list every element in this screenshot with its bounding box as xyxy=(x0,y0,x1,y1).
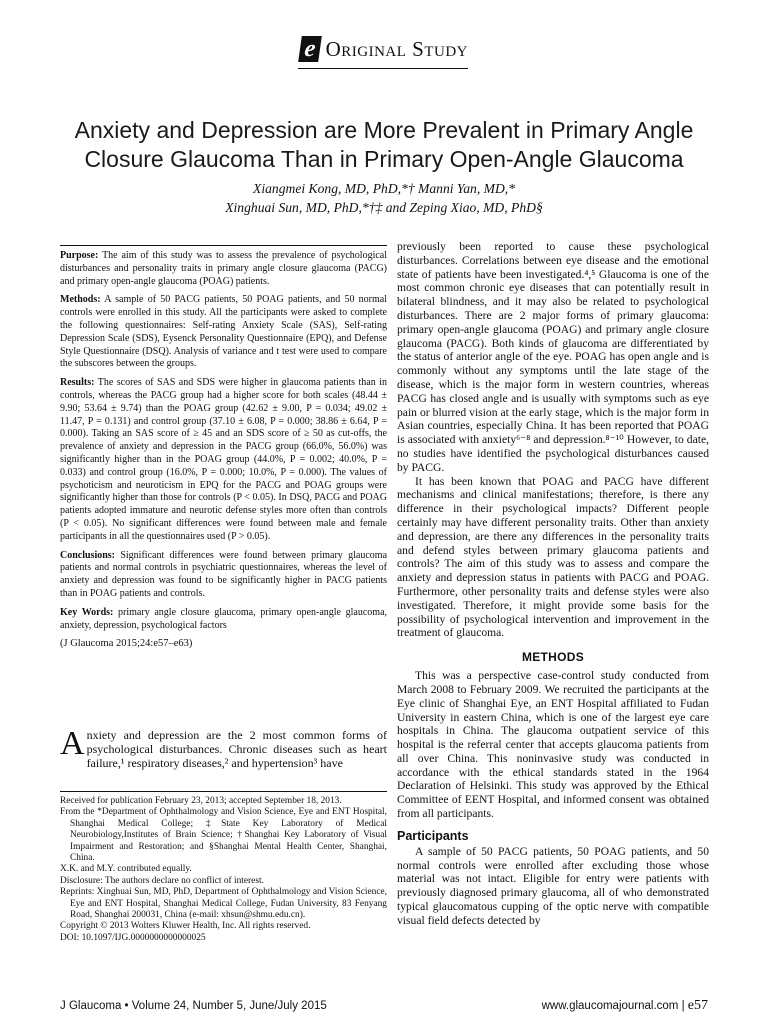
abstract xyxy=(60,250,387,657)
header-rule xyxy=(298,68,468,69)
page-number: e57 xyxy=(687,998,708,1013)
footnote-disclosure: Disclosure: The authors declare no conflict of interest. xyxy=(60,875,264,886)
drop-cap: A xyxy=(60,725,85,762)
journal-e-logo-icon: e xyxy=(298,36,322,62)
journal-website-link[interactable]: www.glaucomajournal.com | xyxy=(541,1000,688,1012)
footnote-copyright: Copyright © 2013 Wolters Kluwer Health, Inc. All rights reserved. xyxy=(60,921,311,932)
journal-footer xyxy=(60,1000,327,1012)
abstract-methods xyxy=(60,294,387,371)
paragraph-participants: A sample of 50 PACG patients, 50 POAG patients, and 50 normal controls were enrolled after excluding those whose material was not intact. Eligible for entry were patients with previously diagnosed primary glaucoma, all of who demonstrated typical glaucomatous cupping of the optic nerve with compatible visual field defects detected by xyxy=(397,844,709,927)
methods-text: A sample of 50 PACG patients, 50 POAG patients, and 50 normal controls were enrolled in this study. All the participants were asked to complete the following questionnaires: Self-rating Anxiety Scale (SAS), Self-rating Depression Scale (SDS), Eysenck Personality Questionnaire (EPQ), and Defense Style Questionnaire (DSQ). Analysis of variance and t test were used to compare the subscores between the groups. xyxy=(60,294,388,370)
body-right-column xyxy=(397,240,709,928)
keywords-text: primary angle closure glaucoma, primary open-angle glaucoma, anxiety, depression, psychological factors xyxy=(60,606,388,631)
page-footer xyxy=(542,998,708,1014)
purpose-label: Purpose: xyxy=(60,250,99,261)
abstract-conclusions xyxy=(60,550,387,601)
section-label: Original Study xyxy=(325,36,468,61)
footnote-affiliations: From the *Department of Ophthalmology and Vision Science, Eye and ENT Hospital, Shanghai Medical College; ‡State Key Laboratory of Medical Neurobiology,Institutes of Brain Science; †Shanghai Key Laboratory of Visual Impairment and Restoration; and §Shanghai Mental Health Center, Shanghai, China. xyxy=(60,807,387,864)
results-label: Results: xyxy=(60,377,95,389)
section-header xyxy=(300,36,468,62)
abstract-keywords xyxy=(60,607,387,633)
keywords-label: Key Words: xyxy=(60,606,114,618)
paragraph-continued: previously been reported to cause these psychological disturbances. Correlations between eye disease and the emotional state of patients have been investigated.⁴,⁵ Glaucoma is one of the most common chronic eye diseases that can potentially result in bilateral blindness, and it may also be related to psychological disturbances. There are 2 major forms of primary glaucoma: primary open-angle glaucoma (POAG) and primary angle closure glaucoma (PACG). Both kinds of glaucoma are differentiated by the status of anterior angle of the eye. POAG has open angle and is commonly without any symptoms until the late stage of the disease, which is the major form in western countries, whereas PACG has closed angle and is usually with symptoms such as eye pain or blurred vision at the early stage, which is the major form in Asian countries, especially China. It has been reported that POAG is associated with anxiety⁶⁻⁸ and depression.⁸⁻¹⁰ However, to date, no studies have identified the psychological disturbances caused by PACG. xyxy=(397,240,709,474)
footnote-doi: DOI: 10.1097/IJG.0000000000000025 xyxy=(60,932,206,943)
footnote-contribution: X.K. and M.Y. contributed equally. xyxy=(60,864,192,875)
citation: (J Glaucoma 2015;24:e57–e63) xyxy=(60,638,193,650)
abstract-results xyxy=(60,377,387,543)
author-list xyxy=(40,179,728,217)
paragraph-aim: It has been known that POAG and PACG have different mechanisms and clinical manifestations; therefore, is there any difference in their psychological impacts? Different people certainly may have different personality traits. Other than anxiety and depression, are there any differences in the personality traits and defend styles between primary glaucoma patients and controls? The aim of this study was to assess and compare the anxiety and depression status in patients with PACG and POAG. Furthermore, other personality traits and defense styles were also investigated. Therefore, it might provide some basis for the possibility of psychological intervention and improvement in the treatment of glaucoma. xyxy=(397,474,709,640)
article-title: Anxiety and Depression are More Prevalent in Primary Angle Closure Glaucoma Than in Primary Open-Angle Glaucoma xyxy=(74,117,694,172)
footnote-received: Received for publication February 23, 2013; accepted September 18, 2013. xyxy=(60,796,342,806)
author-line-1: Xiangmei Kong, MD, PhD,*† Manni Yan, MD,* xyxy=(253,181,515,196)
footnotes xyxy=(60,796,387,944)
conclusions-label: Conclusions: xyxy=(60,549,116,561)
author-line-2: Xinghuai Sun, MD, PhD,*†‡ and Zeping Xiao, MD, PhD§ xyxy=(225,200,543,215)
abstract-rule xyxy=(60,245,387,246)
conclusions-text: Significant differences were found between primary glaucoma patients and normal controls in psychiatric questionnaires, whereas the level of anxiety and depression was found to be significantly higher in PACG patients than in POAG patients and controls. xyxy=(60,549,388,599)
intro-paragraph xyxy=(60,725,387,770)
abstract-purpose xyxy=(60,250,387,288)
journal-info: J Glaucoma • Volume 24, Number 5, June/July 2015 xyxy=(60,1000,327,1012)
results-text: The scores of SAS and SDS were higher in glaucoma patients than in controls, whereas the PACG group had a higher score for both scales (48.44 ± 9.90; 53.64 ± 9.74) than the POAG group (42.62 ± 9.00, P = 0.034; 49.02 ± 11.47, P = 0.131) and control group (37.10 ± 6.08, P = 0.000; 38.86 ± 6.64, P = 0.000). Taking an SAS score of ≥ 45 and an SDS score of ≥ 50 as cut-offs, the prevalence of anxiety and depression in the PACG group (66.0%, 56.0%) was significantly higher than in the POAG group (44.0%, P = 0.002; 40.0%, P = 0.033) and control group (16.0%, P = 0.000; 10.0%, P = 0.000). The values of psychoticism and neuroticism in EPQ for the PACG and POAG groups were significantly higher than those for controls (P < 0.05). In DSQ, PACG and POAG patients adopted immature and neurotic defense styles more often than controls (P < 0.05). No significant differences were found between male and female participants in all the questionnaires used (P > 0.05). xyxy=(60,377,387,542)
methods-heading: METHODS xyxy=(521,650,585,665)
methods-label: Methods: xyxy=(60,294,101,306)
paragraph-methods: This was a perspective case-control study conducted from March 2008 to February 2009. We recruited the participants at the Eye clinic of Shanghai Eye, an ENT Hospital affiliated to Fudan University in eastern China, which is one of the largest eye care hospitals in China. The glaucoma outpatient service of this hospital is the referral center that accepts glaucoma patients from all over China. This noninvasive study was conducted in accordance with the ethical standards stated in the 1964 Declaration of Helsinki. This study was approved by the Ethical Committee of EENT Hospital, and informed consent was obtained from all participants. xyxy=(397,669,709,821)
footnote-reprints: Reprints: Xinghuai Sun, MD, PhD, Department of Ophthalmology and Vision Science, Eye and ENT Hospital, Shanghai Medical College, Fudan University, 83 Fenyang Road, Shanghai 200031, China (e-mail: xhsun@shmu.edu.cn). xyxy=(60,887,387,921)
participants-heading: Participants xyxy=(397,828,469,843)
purpose-text: The aim of this study was to assess the prevalence of psychological disturbances and personality traits in primary angle closure glaucoma (PACG) and primary open-angle glaucoma (POAG) patients. xyxy=(60,250,387,287)
footnote-rule xyxy=(60,791,387,792)
intro-text: nxiety and depression are the 2 most common forms of psychological disturbances. Chronic diseases such as heart failure,¹ respiratory diseases,² and hypertension³ have xyxy=(86,728,387,770)
